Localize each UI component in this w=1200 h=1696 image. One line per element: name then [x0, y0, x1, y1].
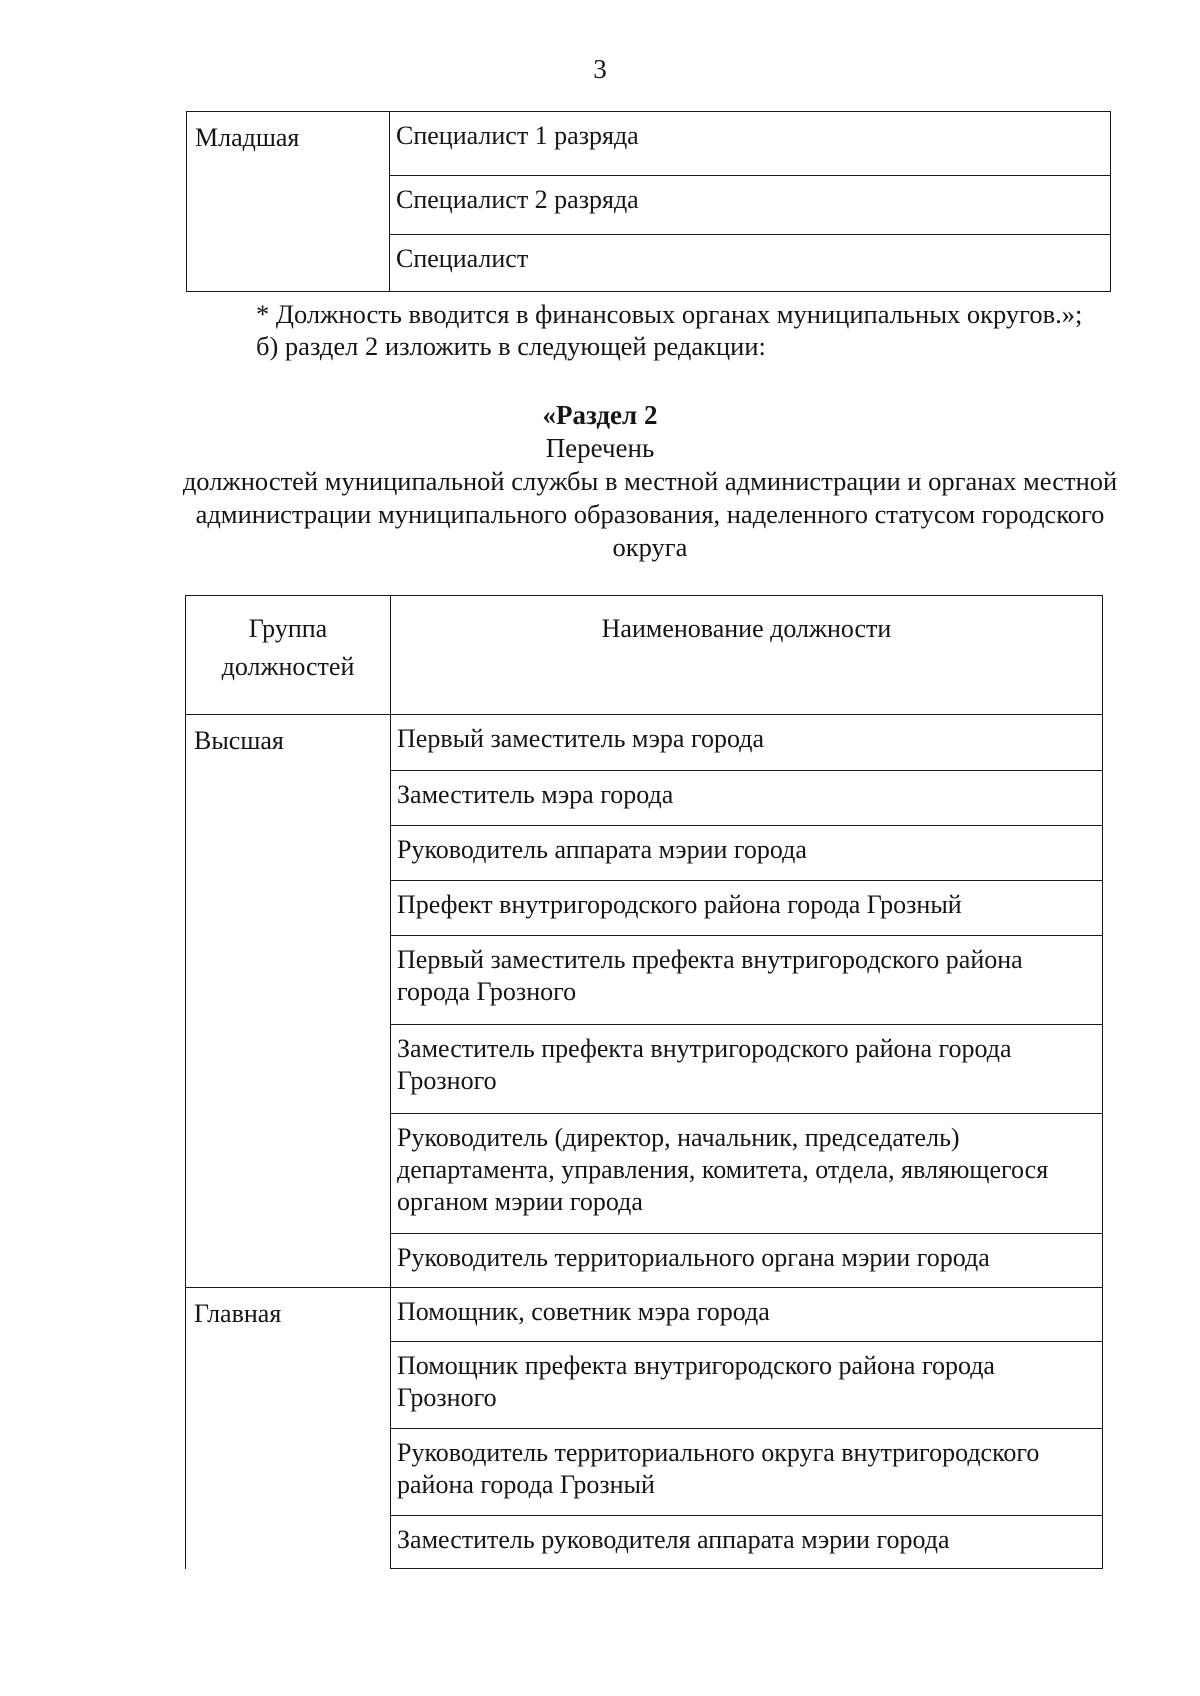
group-label: Младшая: [195, 123, 300, 152]
section-subtitle: Перечень: [545, 433, 655, 463]
header-name: Наименование должности: [391, 596, 1103, 715]
table-row: [186, 1288, 1103, 1342]
position-cell: Префект внутригородского района города Грозный: [391, 881, 1103, 936]
position-cell: Помощник, советник мэра города: [391, 1288, 1103, 1342]
group-label: Высшая: [194, 726, 284, 755]
table-row: [187, 112, 1111, 176]
position-cell: Заместитель мэра города: [391, 771, 1103, 826]
footnote: * Должность вводится в финансовых органах муниципальных округов.»;: [256, 299, 1083, 329]
group-cell-junior: [187, 112, 390, 292]
group-cell-main: [186, 1288, 391, 1569]
position-cell: Руководитель территориального округа внутригородского района города Грозный: [391, 1429, 1103, 1516]
position-cell: Руководитель территориального органа мэрии города: [391, 1234, 1103, 1288]
position-cell: Помощник префекта внутригородского района города Грозного: [391, 1342, 1103, 1429]
section-description: должностей муниципальной службы в местной администрации и органах местной администрации муниципального образования, наделенного статусом городского округа: [182, 466, 1118, 562]
group-label: Главная: [194, 1299, 282, 1328]
position-cell: Специалист 1 разряда: [390, 112, 1111, 176]
position-cell: Руководитель аппарата мэрии города: [391, 826, 1103, 881]
amendment-instruction: б) раздел 2 изложить в следующей редакции:: [256, 331, 766, 361]
header-group: Группа должностей: [186, 596, 391, 715]
position-cell: Первый заместитель мэра города: [391, 715, 1103, 771]
position-cell: Руководитель (директор, начальник, председатель) департамента, управления, комитета, отдела, являющегося органом мэрии города: [391, 1114, 1103, 1234]
position-cell: Заместитель префекта внутригородского района города Грозного: [391, 1025, 1103, 1114]
position-cell: Первый заместитель префекта внутригородского района города Грозного: [391, 936, 1103, 1025]
page-number: 3: [593, 54, 607, 84]
table-row: [186, 715, 1103, 771]
position-cell: Специалист: [390, 235, 1111, 292]
position-cell: Заместитель руководителя аппарата мэрии города: [391, 1516, 1103, 1569]
position-cell: Специалист 2 разряда: [390, 176, 1111, 235]
positions-table: [185, 595, 1103, 1569]
junior-positions-table: [186, 111, 1111, 292]
group-cell-highest: [186, 715, 391, 1288]
table-header-row: [186, 596, 1103, 715]
section-title: «Раздел 2: [542, 400, 658, 430]
